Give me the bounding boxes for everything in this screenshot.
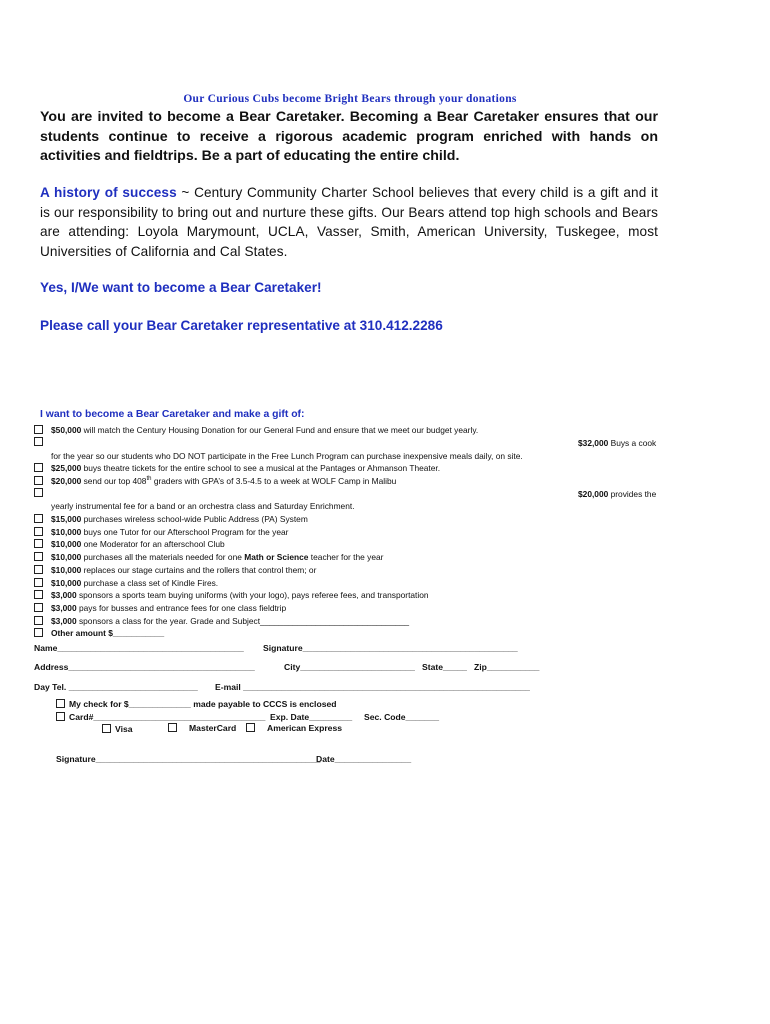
check-option[interactable] — [56, 699, 337, 709]
gift-text: sponsors a sports team buying uniforms (with your logo), pays referee fees, and transportation — [76, 590, 429, 600]
checkbox[interactable] — [34, 488, 43, 497]
intro-paragraph: You are invited to become a Bear Caretaker. Becoming a Bear Caretaker ensures that our students continue to receive a rigorous academic program enriched with hands on activities and fieldtrips. Be a part of educating the entire child. — [40, 109, 658, 164]
checkbox[interactable] — [34, 425, 43, 434]
gift-continuation: yearly instrumental fee for a band or an orchestra class and Saturday Enrichment. — [51, 501, 355, 511]
gift-option[interactable] — [34, 425, 478, 435]
checkbox[interactable] — [34, 578, 43, 587]
checkbox[interactable] — [56, 699, 65, 708]
gift-text: purchases all the materials needed for one — [81, 552, 245, 562]
gift-heading: I want to become a Bear Caretaker and make a gift of: — [40, 409, 305, 420]
gift-text-sup: th — [146, 476, 152, 483]
amex-option[interactable] — [246, 723, 342, 733]
gift-amount: $10,000 — [51, 578, 82, 588]
zip-field[interactable]: Zip___________ — [474, 662, 540, 672]
gift-option[interactable] — [34, 488, 51, 498]
checkbox[interactable] — [34, 514, 43, 523]
gift-text-bold: Math or Science — [244, 552, 309, 562]
gift-amount: $20,000 — [51, 476, 82, 486]
gift-text: sponsors a class for the year. Grade and Subject________________________________ — [76, 616, 410, 626]
other-amount-field[interactable]: Other amount $___________ — [51, 628, 165, 638]
checkbox[interactable] — [34, 552, 43, 561]
checkbox[interactable] — [56, 712, 65, 721]
checkbox[interactable] — [34, 527, 43, 536]
checkbox[interactable] — [34, 616, 43, 625]
gift-amount: $15,000 — [51, 514, 82, 524]
checkbox[interactable] — [102, 724, 111, 733]
gift-option[interactable] — [34, 463, 440, 473]
checkbox[interactable] — [34, 437, 43, 446]
gift-option[interactable] — [34, 437, 51, 447]
gift-amount: $3,000 — [51, 603, 77, 613]
email-field[interactable]: E-mail ____________________________________________________________ — [215, 682, 530, 692]
gift-amount: $10,000 — [51, 539, 82, 549]
gift-amount-right — [578, 489, 656, 499]
gift-text: one Moderator for an afterschool Club — [81, 539, 225, 549]
gift-text: purchase a class set of Kindle Fires. — [81, 578, 219, 588]
day-tel-field[interactable]: Day Tel. ___________________________ — [34, 682, 198, 692]
signature-field[interactable]: Signature_____________________________________________ — [263, 643, 518, 653]
gift-option[interactable] — [34, 603, 286, 613]
gift-continuation: for the year so our students who DO NOT participate in the Free Lunch Program can purchase inexpensive meals daily, on site. — [51, 451, 523, 461]
gift-option[interactable] — [34, 476, 396, 486]
history-text: ~ Century Community Charter School believes that every child is a gift and it is our responsibility to bring out and nurture these gifts. Our Bears attend top high schools and Bears are attending: Loyola Marymount, UCLA, Vasser, Smith, American University, Tuskegee, most Universities of California and Cal States. — [40, 185, 658, 259]
history-paragraph — [40, 183, 658, 261]
checkbox[interactable] — [34, 590, 43, 599]
tagline: Our Curious Cubs become Bright Bears through your donations — [183, 93, 517, 105]
city-field[interactable]: City________________________ — [284, 662, 415, 672]
gift-text: provides the — [608, 489, 657, 499]
checkbox[interactable] — [34, 565, 43, 574]
sec-code-field[interactable]: Sec. Code_______ — [364, 712, 440, 722]
gift-option[interactable] — [34, 514, 308, 524]
gift-option[interactable] — [34, 590, 429, 600]
gift-amount: $10,000 — [51, 552, 82, 562]
checkbox[interactable] — [34, 603, 43, 612]
gift-amount: $10,000 — [51, 527, 82, 537]
gift-text: purchases wireless school-wide Public Address (PA) System — [81, 514, 308, 524]
gift-option[interactable] — [34, 539, 225, 549]
gift-option[interactable] — [34, 628, 164, 638]
gift-option[interactable] — [34, 552, 383, 562]
gift-option[interactable] — [34, 578, 218, 588]
call-heading: Please call your Bear Caretaker representative at 310.412.2286 — [40, 318, 443, 333]
gift-amount: $10,000 — [51, 565, 82, 575]
gift-text: will match the Century Housing Donation for our General Fund and ensure that we meet our budget yearly. — [81, 425, 479, 435]
gift-text: teacher for the year — [308, 552, 384, 562]
checkbox[interactable] — [34, 539, 43, 548]
gift-option[interactable] — [34, 527, 288, 537]
gift-text: buys one Tutor for our Afterschool Program for the year — [81, 527, 289, 537]
gift-text: graders with GPA’s of 3.5-4.5 to a week at WOLF Camp in Malibu — [151, 476, 397, 486]
visa-label: Visa — [115, 724, 133, 734]
visa-option[interactable] — [102, 724, 133, 734]
gift-amount: $3,000 — [51, 616, 77, 626]
history-lead: A history of success — [40, 185, 177, 200]
signature2-field[interactable]: Signature_______________________________________________ — [56, 754, 321, 764]
card-option[interactable] — [56, 712, 265, 722]
checkbox[interactable] — [34, 476, 43, 485]
gift-amount-right — [578, 438, 656, 448]
gift-option[interactable] — [34, 565, 316, 575]
gift-amount: $50,000 — [51, 425, 82, 435]
mastercard-label: MasterCard — [189, 723, 237, 733]
address-field[interactable]: Address_______________________________________ — [34, 662, 255, 672]
gift-text: send our top 408 — [81, 476, 147, 486]
gift-amount: $20,000 — [578, 489, 609, 499]
mastercard-option[interactable] — [168, 723, 236, 733]
checkbox[interactable] — [246, 723, 255, 732]
date-field[interactable]: Date________________ — [316, 754, 412, 764]
yes-heading: Yes, I/We want to become a Bear Caretaker! — [40, 280, 322, 295]
gift-text: replaces our stage curtains and the rollers that control them; or — [81, 565, 317, 575]
checkbox[interactable] — [168, 723, 177, 732]
gift-amount: $32,000 — [578, 438, 609, 448]
exp-date-field[interactable]: Exp. Date_________ — [270, 712, 353, 722]
name-field[interactable]: Name_______________________________________ — [34, 643, 244, 653]
gift-option[interactable] — [34, 616, 409, 626]
gift-text: pays for busses and entrance fees for one class fieldtrip — [76, 603, 287, 613]
gift-text: buys theatre tickets for the entire school to see a musical at the Pantages or Ahmanson Theater. — [81, 463, 441, 473]
gift-amount: $3,000 — [51, 590, 77, 600]
gift-amount: $25,000 — [51, 463, 82, 473]
gift-text: Buys a cook — [608, 438, 657, 448]
state-field[interactable]: State_____ — [422, 662, 467, 672]
card-number-field[interactable]: Card#____________________________________ — [69, 712, 266, 722]
amex-label: American Express — [267, 723, 342, 733]
checkbox[interactable] — [34, 628, 43, 637]
checkbox[interactable] — [34, 463, 43, 472]
check-label: My check for $_____________ made payable to CCCS is enclosed — [69, 699, 337, 709]
